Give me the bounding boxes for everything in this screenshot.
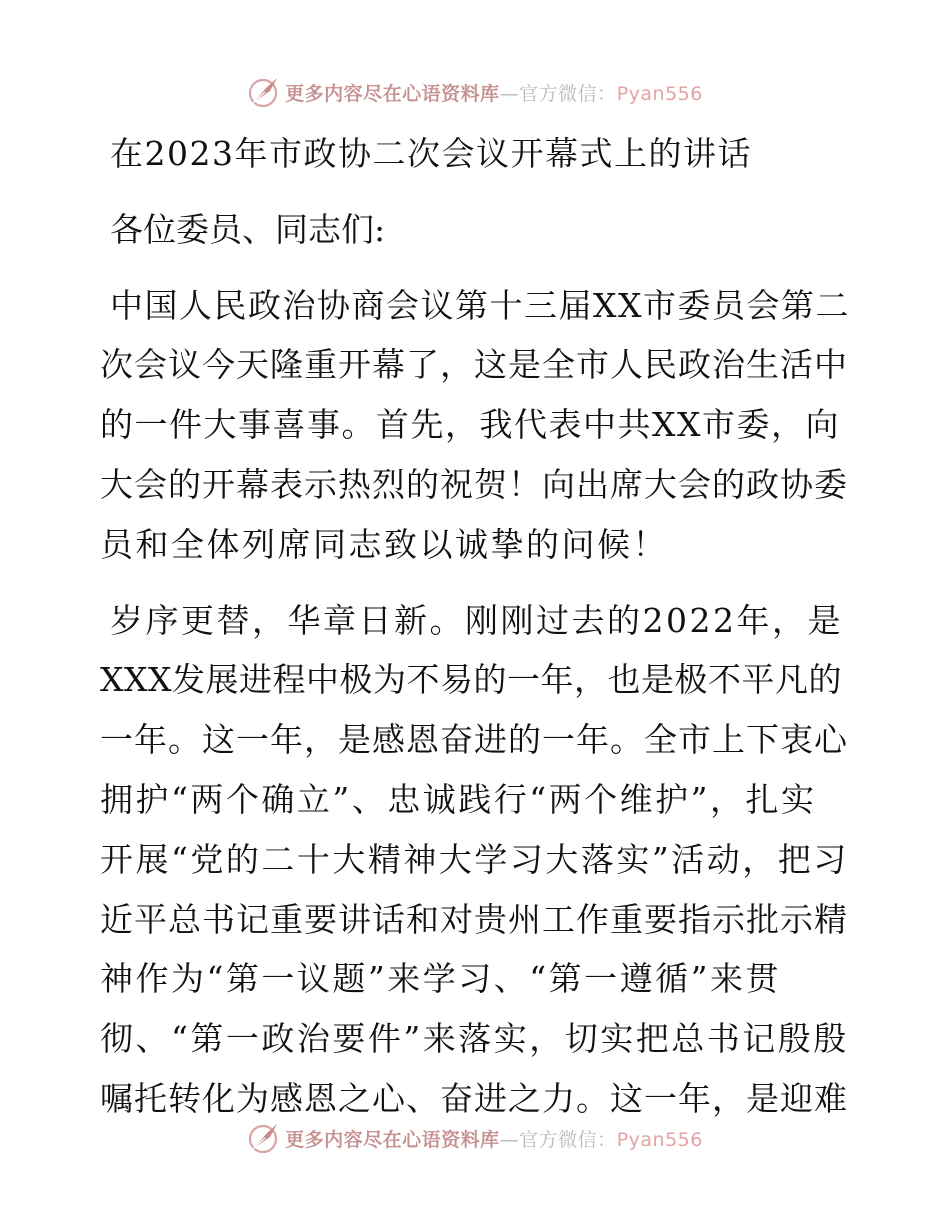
quill-logo-icon	[247, 1121, 281, 1155]
paragraph-line: 神作为“第一议题”来学习、“第一遵循”来贯	[100, 959, 781, 999]
watermark-brand: 更多内容尽在心语资料库	[285, 1128, 500, 1151]
salutation: 各位委员、同志们:	[110, 209, 386, 249]
paragraph-line: 员和全体列席同志致以诚挚的问候！	[100, 524, 668, 564]
paragraph-line: 的一件大事喜事。首先，我代表中共XX市委，向	[100, 405, 840, 445]
watermark-contact: —官方微信：	[499, 1128, 617, 1151]
paragraph-line: 岁序更替，华章日新。刚刚过去的2022年，是	[110, 600, 843, 640]
paragraph-line: 开展“党的二十大精神大学习大落实”活动，把习	[100, 839, 849, 879]
paragraph-line: 次会议今天隆重开幕了，这是全市人民政治生活中	[100, 345, 848, 385]
paragraph-line: 中国人民政治协商会议第十三届XX市委员会第二	[110, 285, 850, 325]
document-body	[100, 124, 850, 1129]
paragraph-1	[100, 276, 850, 575]
paragraph-line: XXX发展进程中极为不易的一年，也是极不平凡的	[100, 660, 842, 700]
paragraph-2	[100, 591, 850, 1129]
paragraph-line: 大会的开幕表示热烈的祝贺！向出席大会的政协委	[100, 464, 848, 504]
paragraph-line: 彻、“第一政治要件”来落实，切实把总书记殷殷	[100, 1019, 849, 1059]
watermark-text	[285, 1125, 703, 1152]
paragraph-line: 近平总书记重要讲话和对贵州工作重要指示批示精	[100, 899, 848, 939]
paragraph-line: 拥护“两个确立”、忠诚践行“两个维护”，扎实	[100, 779, 817, 819]
watermark-account: Pyan556	[616, 1128, 703, 1151]
paragraph-line: 一年。这一年，是感恩奋进的一年。全市上下衷心	[100, 720, 848, 760]
paragraph-line: 嘱托转化为感恩之心、奋进之力。这一年，是迎难	[100, 1078, 848, 1118]
watermark-account: Pyan556	[616, 82, 703, 105]
document-title: 在2023年市政协二次会议开幕式上的讲话	[110, 134, 752, 173]
watermark-footer	[0, 1118, 950, 1158]
watermark-brand: 更多内容尽在心语资料库	[285, 82, 500, 105]
quill-logo-icon	[247, 75, 281, 109]
watermark-text	[285, 79, 703, 106]
watermark-contact: —官方微信：	[499, 82, 617, 105]
watermark-header	[0, 72, 950, 112]
